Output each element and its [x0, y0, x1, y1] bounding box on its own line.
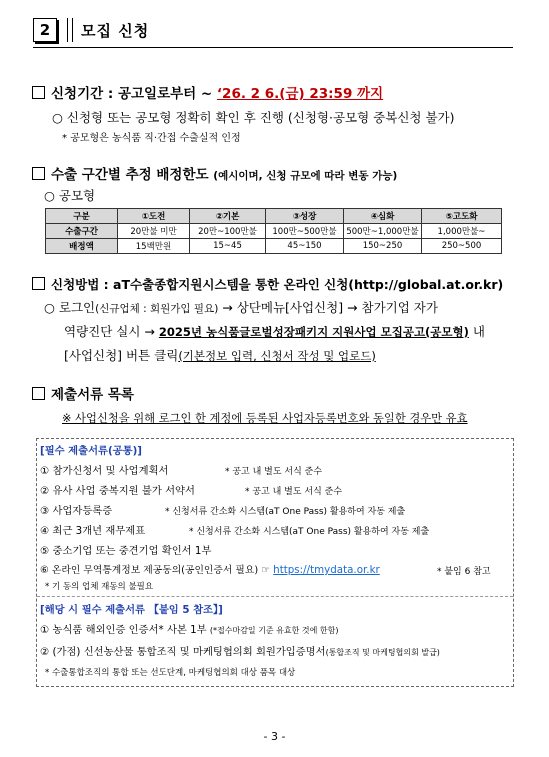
list-item-subnote: * 기 동의 업체 재동의 불필요	[45, 582, 154, 592]
table-row	[46, 239, 502, 254]
method-line-3: [사업신청] 버튼 클릭(기본정보 입력, 신청서 작성 및 업로드)	[64, 348, 376, 363]
page-number: - 3 -	[263, 730, 286, 743]
documents-heading: 제출서류 목록	[32, 383, 134, 403]
table-header-cell: ②기본	[190, 209, 266, 224]
table-cell: 20만불 미만	[118, 224, 190, 239]
notice-title: 2025년 농식품글로벌성장패키지 지원사업 모집공고(공모형)	[158, 325, 469, 339]
table-header-cell: ⑤고도화	[422, 209, 502, 224]
documents-notice: ※ 사업신청을 위해 로그인 한 계정에 등록된 사업자등록번호와 동일한 경우만 유효	[62, 412, 468, 425]
table-header-cell: 구분	[46, 209, 118, 224]
period-bullet: ○ 신청형 또는 공모형 정확히 확인 후 진행 (신청형·공모형 중복신청 불가)	[52, 110, 455, 125]
conditional-header: [해당 시 필수 제출서류 【붙임 5 참조】]	[40, 604, 223, 616]
table-cell: 45~150	[266, 239, 344, 254]
asterisk-icon: *	[62, 133, 71, 144]
table-cell: 15백만원	[118, 239, 190, 254]
quota-note: (예시이며, 신청 규모에 따라 변동 가능)	[213, 170, 398, 182]
list-item-note: * 공고 내 별도 서식 준수	[225, 467, 323, 477]
list-item: ⑤ 중소기업 또는 중견기업 확인서 1부	[40, 545, 212, 557]
list-item: ② (가점) 신선농산물 통합조직 및 마케팅협의회 회원가입증명서(통합조직 및 마케팅협의회 발급)	[40, 646, 440, 658]
list-item: ① 농식품 해외인증 인증서* 사본 1부 (*접수마감일 기준 유효한 것에 한함)	[40, 624, 339, 636]
list-item-subnote: * 수출통합조직의 통합 또는 선도단계, 마케팅협의회 대상 품목 대상	[45, 668, 296, 678]
section-header	[33, 17, 149, 43]
circle-bullet-icon: ○	[52, 110, 67, 125]
table-row-header: 배정액	[46, 239, 118, 254]
list-item: ② 유사 사업 중복지원 불가 서약서	[40, 485, 195, 497]
quota-subtitle: ○ 공모형	[44, 188, 96, 203]
period-note: * 공모형은 농식품 직·간접 수출실적 인정	[62, 133, 241, 144]
table-cell: 500만~1,000만불	[344, 224, 422, 239]
quota-table-wrap	[45, 208, 502, 254]
table-header-row	[46, 209, 502, 224]
list-item-note: * 신청서류 간소화 시스템(aT One Pass) 활용하여 자동 제출	[189, 527, 430, 537]
table-cell: 20만~100만불	[190, 224, 266, 239]
section-underline	[33, 47, 513, 48]
checkbox-icon	[32, 86, 45, 99]
deadline: ‘26. 2 6.(금) 23:59 까지	[216, 86, 384, 102]
table-cell: 150~250	[344, 239, 422, 254]
documents-box	[36, 438, 514, 687]
method-line-2: 역량진단 실시 → 2025년 농식품글로벌성장패키지 지원사업 모집공고(공모형) 내	[64, 324, 485, 339]
section-divider	[67, 18, 73, 42]
list-item-note: * 신청서류 간소화 시스템(aT One Pass) 활용하여 자동 제출	[165, 507, 406, 517]
list-item: ④ 최근 3개년 재무제표	[40, 525, 146, 537]
list-item: ① 참가신청서 및 사업계획서	[40, 465, 169, 477]
table-header-cell: ④심화	[344, 209, 422, 224]
method-line-1: ○ 로그인(신규업체 : 회원가입 필요) → 상단메뉴[사업신청] → 참가기업 자가	[44, 300, 438, 315]
list-item: ⑥ 온라인 무역통계정보 제공동의(공인인증서 필요) ☞ https://tmydata.or.kr	[40, 564, 380, 576]
section-number: 2	[33, 18, 57, 42]
method-heading: 신청방법 : aT수출종합지원시스템을 통한 온라인 신청(http://global.at.or.kr)	[32, 275, 503, 293]
period-heading: 신청기간 : 공고일로부터 ~ ‘26. 2 6.(금) 23:59 까지	[32, 82, 383, 102]
list-item: ③ 사업자등록증	[40, 505, 113, 517]
table-row-header: 수출구간	[46, 224, 118, 239]
quota-heading: 수출 구간별 추정 배정한도 (예시이며, 신청 규모에 따라 변동 가능)	[32, 163, 397, 183]
tmydata-link[interactable]: https://tmydata.or.kr	[273, 564, 380, 576]
table-cell: 100만~500만불	[266, 224, 344, 239]
table-row	[46, 224, 502, 239]
checkbox-icon	[32, 277, 45, 290]
list-item-note: * 공고 내 별도 서식 준수	[245, 487, 343, 497]
table-header-cell: ③성장	[266, 209, 344, 224]
checkbox-icon	[32, 167, 45, 180]
table-cell: 250~500	[422, 239, 502, 254]
quota-table	[45, 208, 502, 254]
circle-bullet-icon: ○	[44, 300, 59, 315]
table-header-cell: ①도전	[118, 209, 190, 224]
list-item-note: * 붙임 6 참고	[437, 567, 491, 577]
table-cell: 1,000만불~	[422, 224, 502, 239]
table-cell: 15~45	[190, 239, 266, 254]
required-header: [필수 제출서류(공통)]	[40, 445, 142, 457]
divider	[37, 596, 513, 597]
section-title: 모집 신청	[81, 21, 150, 40]
checkbox-icon	[32, 387, 45, 400]
